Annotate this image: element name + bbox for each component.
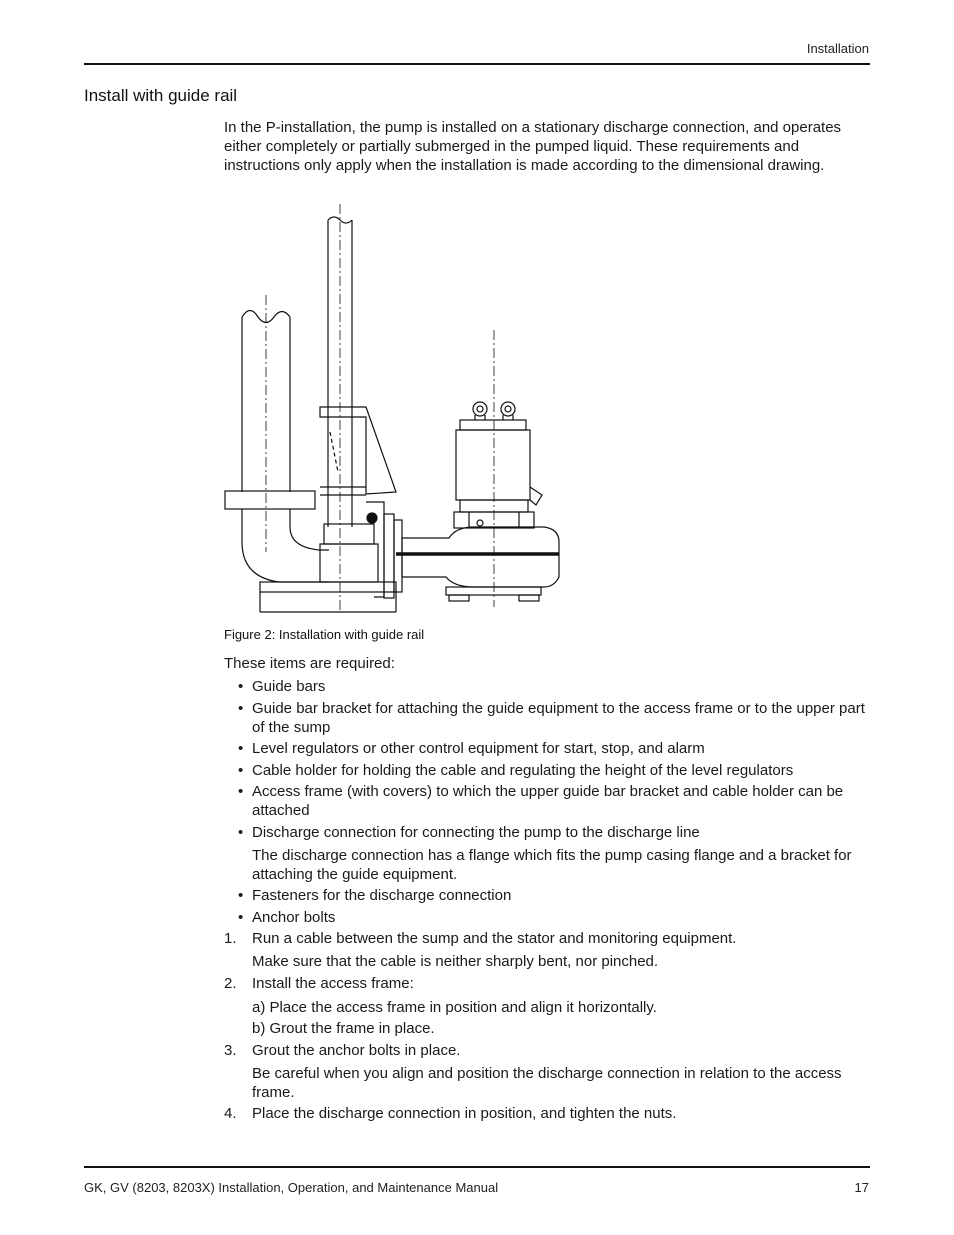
guide-rail-drawing: [224, 202, 564, 620]
step-item: 2. Install the access frame: a) Place the access frame in position and align it horizontally. b) Grout the frame in place.: [224, 974, 870, 1039]
list-item: • Anchor bolts: [238, 908, 336, 926]
list-item: • Discharge connection for connecting the pump to the discharge line The discharge connection has a flange which fits the pump casing flange and a bracket for attaching the guide equipment.: [224, 823, 870, 884]
step-note: Be careful when you align and position the discharge connection in relation to the access frame.: [252, 1064, 842, 1101]
list-item: • Access frame (with covers) to which the upper guide bar bracket and cable holder can be attached: [238, 783, 844, 819]
step-item: 1. Run a cable between the sump and the stator and monitoring equipment. Make sure that the cable is neither sharply bent, nor pinched.: [224, 929, 870, 971]
required-items-list: [224, 677, 870, 929]
running-head: Installation: [806, 41, 869, 56]
list-item: • Guide bar bracket for attaching the guide equipment to the access frame or to the upper part of the sump: [238, 699, 865, 736]
installation-figure: [224, 202, 564, 620]
footer-rule: [84, 1166, 870, 1168]
required-lead: These items are required:: [224, 655, 395, 672]
step-note: Make sure that the cable is neither sharply bent, nor pinched.: [252, 953, 659, 970]
list-item: • Guide bars: [238, 678, 326, 695]
procedure-steps: [224, 929, 870, 1126]
list-item: • Cable holder for holding the cable and regulating the height of the level regulators: [238, 761, 794, 779]
substep-list: [252, 998, 870, 1039]
substep-item: a) Place the access frame in position and align it horizontally.: [252, 998, 657, 1016]
list-item: • Level regulators or other control equipment for start, stop, and alarm: [238, 740, 705, 757]
page-number: 17: [854, 1180, 869, 1195]
footer-manual-title: GK, GV (8203, 8203X) Installation, Operation, and Maintenance Manual: [84, 1180, 499, 1195]
intro-paragraph: In the P-installation, the pump is installed on a stationary discharge connection, and operates either completely or partially submerged in the pumped liquid. These requirements and instructions only apply when the installation is made according to the dimensional drawing.: [224, 119, 842, 174]
header-rule: [84, 63, 870, 65]
figure-caption: Figure 2: Installation with guide rail: [224, 627, 425, 642]
step-item: 4. Place the discharge connection in position, and tighten the nuts.: [224, 1105, 677, 1122]
substep-item: b) Grout the frame in place.: [252, 1020, 435, 1037]
list-item: • Fasteners for the discharge connection: [238, 887, 512, 904]
step-item: 3. Grout the anchor bolts in place. Be careful when you align and position the discharge connection in relation to the access frame.: [224, 1041, 870, 1102]
section-title: Install with guide rail: [84, 86, 238, 105]
list-item-note: The discharge connection has a flange which fits the pump casing flange and a bracket for attaching the guide equipment.: [252, 846, 852, 883]
